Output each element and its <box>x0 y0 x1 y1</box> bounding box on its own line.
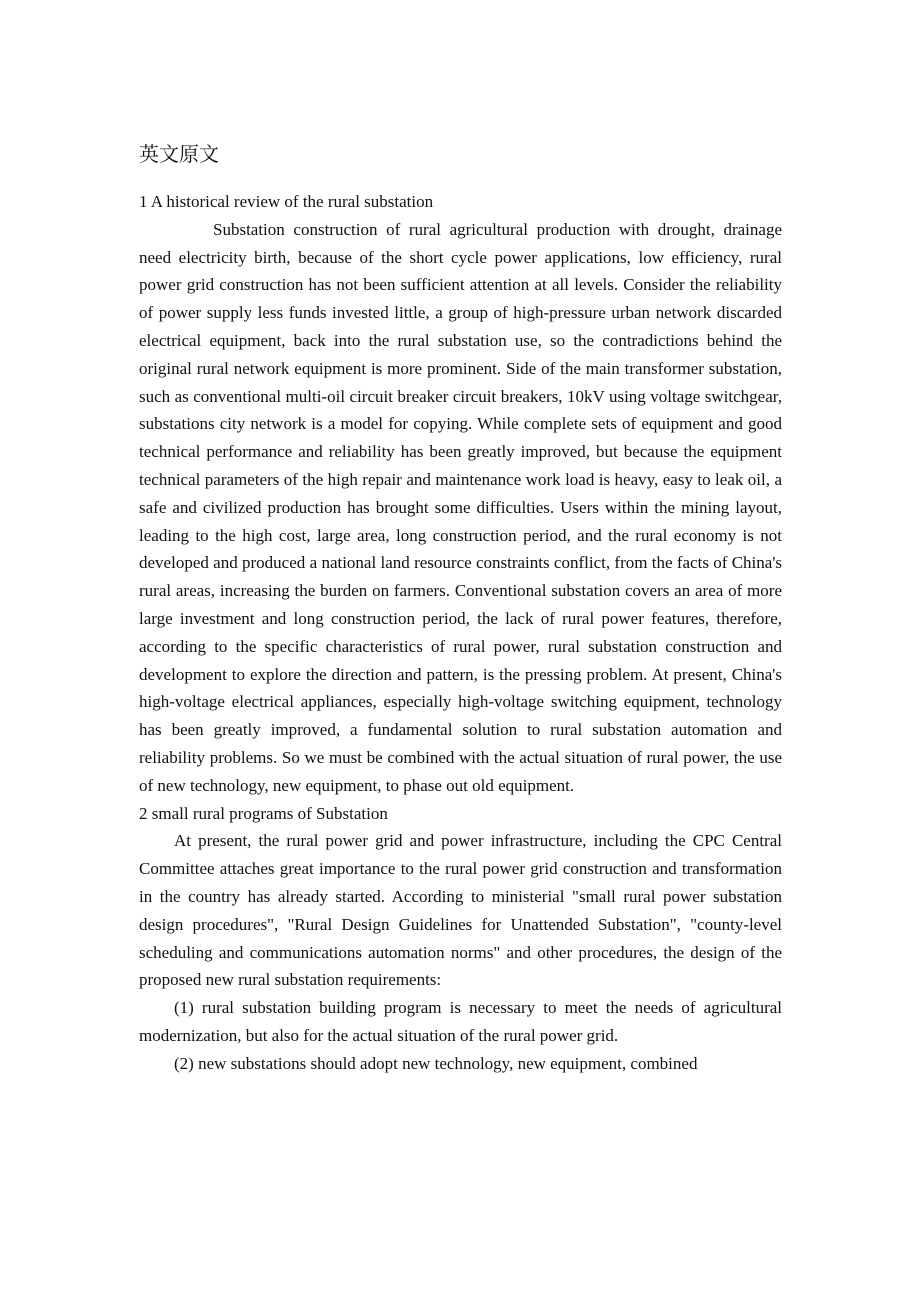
section-1-heading: 1 A historical review of the rural substation <box>139 192 434 211</box>
requirement-item-1: (1) rural substation building program is necessary to meet the needs of agricultural modernization, but also for the actual situation of the rural power grid. <box>139 998 782 1045</box>
section-2-heading: 2 small rural programs of Substation <box>139 803 388 823</box>
requirement-item-2: (2) new substations should adopt new technology, new equipment, combined <box>174 1053 698 1073</box>
section-2-paragraph: At present, the rural power grid and power infrastructure, including the CPC Central Committee attaches great importance to the rural power grid construction and transformation in the country has already started. According to ministerial "small rural power substation design procedures", "Rural Design Guidelines for Unattended Substation", "county-level scheduling and communications automation norms" and other procedures, the design of the proposed new rural substation requirements: <box>139 831 782 990</box>
document-title: 英文原文 <box>139 142 219 166</box>
section-1-paragraph: Substation construction of rural agricultural production with drought, drainage need electricity birth, because of the short cycle power applications, low efficiency, rural power grid construction has not been sufficient attention at all levels. Consider the reliability of power supply less funds invested little, a group of high-pressure urban network discarded electrical equipment, back into the rural substation use, so the contradictions behind the original rural network equipment is more prominent. Side of the main transformer substation, such as conventional multi-oil circuit breaker circuit breakers, 10kV using voltage switchgear, substations city network is a model for copying. While complete sets of equipment and good technical performance and reliability has been greatly improved, but because the equipment technical parameters of the high repair and maintenance work load is heavy, easy to leak oil, a safe and civilized production has brought some difficulties. Users within the mining layout, leading to the high cost, large area, long construction period, and the rural economy is not developed and produced a national land resource constraints conflict, from the facts of China's rural areas, increasing the burden on farmers. Conventional substation covers an area of more large investment and long construction period, the lack of rural power features, therefore, according to the specific characteristics of rural power, rural substation construction and development to explore the direction and pattern, is the pressing problem. At present, China's high-voltage electrical appliances, especially high-voltage switching equipment, technology has been greatly improved, a fundamental solution to rural substation automation and reliability problems. So we must be combined with the actual situation of rural power, the use of new technology, new equipment, to phase out old equipment. <box>139 219 782 795</box>
document-page <box>139 139 782 1078</box>
